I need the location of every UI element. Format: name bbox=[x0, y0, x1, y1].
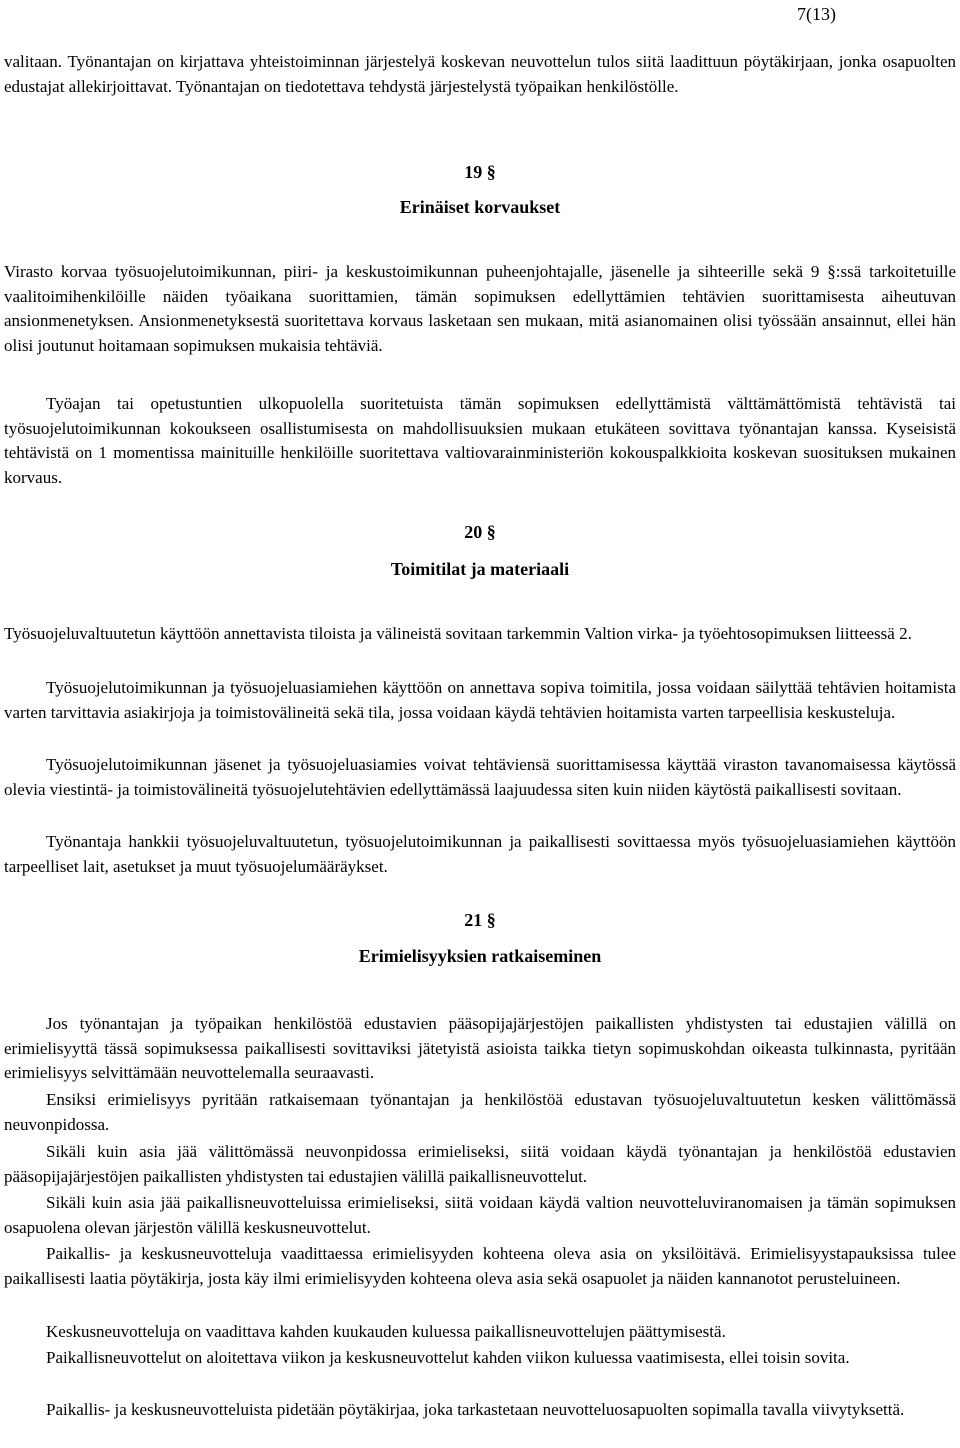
section-21-number: 21 § bbox=[464, 910, 496, 930]
section-20-title: Toimitilat ja materiaali bbox=[390, 559, 570, 579]
section-21-paragraph-5: Paikallis- ja keskusneuvotteluja vaadittaessa erimielisyyden kohteena oleva asia on yksilöitävä. Erimielisyystapauksissa tulee paikallisesti laatia pöytäkirja, josta käy ilmi erimielisyyden kohteena oleva asia sekä osapuolet ja näiden kannanotot perusteluineen. bbox=[4, 1244, 956, 1288]
intro-paragraph: valitaan. Työnantajan on kirjattava yhteistoiminnan järjestelyä koskevan neuvottelun tulos siitä laadittuun pöytäkirjaan, jonka osapuolten edustajat allekirjoittavat. Työnantajan on tiedotettava tehdystä järjestelystä työpaikan henkilöstölle. bbox=[4, 52, 956, 96]
section-20-paragraph-3: Työsuojelutoimikunnan jäsenet ja työsuojeluasiamies voivat tehtäviensä suorittamisessa käyttää viraston tavanomaisessa käytössä olevia viestintä- ja toimistovälineitä työsuojelutehtävien edellyttämässä laajuudessa siten kuin niiden käytöstä paikallisesti sovitaan. bbox=[4, 755, 956, 799]
section-20-paragraph-2: Työsuojelutoimikunnan ja työsuojeluasiamiehen käyttöön on annettava sopiva toimitila, jossa voidaan säilyttää tehtävien hoitamista varten tarvittavia asiakirjoja ja toimistovälineitä sekä tila, jossa voidaan käydä tehtävien hoitamista varten tarpeellisia keskusteluja. bbox=[4, 678, 956, 722]
section-19-number: 19 § bbox=[464, 162, 496, 182]
document-page bbox=[4, 0, 956, 1448]
section-20-paragraph-1: Työsuojeluvaltuutetun käyttöön annettavista tiloista ja välineistä sovitaan tarkemmin Valtion virka- ja työehtosopimuksen liitteessä 2. bbox=[4, 624, 912, 643]
section-20-paragraph-4: Työnantaja hankkii työsuojeluvaltuutetun, työsuojelutoimikunnan ja paikallisesti sovittaessa myös työsuojeluasiamiehen käyttöön tarpeelliset lait, asetukset ja muut työsuojelumääräykset. bbox=[4, 832, 956, 876]
section-19-paragraph-2: Työajan tai opetustuntien ulkopuolella suoritetuista tämän sopimuksen edellyttämistä välttämättömistä tehtävistä tai työsuojelutoimikunnan kokoukseen osallistumisesta on mahdollisuuksien mukaan etukäteen sovittava työnantajan kanssa. Kyseisistä tehtävistä on 1 momentissa mainituille henkilöille suoritettava valtiovarainministeriön kokouspalkkioita koskevan suosituksen mukainen korvaus. bbox=[4, 394, 956, 487]
section-19-title: Erinäiset korvaukset bbox=[399, 197, 561, 217]
section-21-paragraph-4: Sikäli kuin asia jää paikallisneuvotteluissa erimieliseksi, siitä voidaan käydä valtion neuvotteluviranomaisen ja tämän sopimuksen osapuolena olevan järjestön välillä keskusneuvottelut. bbox=[4, 1193, 956, 1237]
section-21-paragraph-2: Ensiksi erimielisyys pyritään ratkaisemaan työnantajan ja henkilöstöä edustavan työsuojeluvaltuutetun kesken välittömässä neuvonpidossa. bbox=[4, 1090, 956, 1134]
section-21-title: Erimielisyyksien ratkaiseminen bbox=[358, 946, 602, 966]
section-21-paragraph-8: Paikallis- ja keskusneuvotteluista pidetään pöytäkirjaa, joka tarkastetaan neuvotteluosapuolten sopimalla tavalla viivytyksettä. bbox=[46, 1400, 905, 1419]
section-21-paragraph-6: Keskusneuvotteluja on vaadittava kahden kuukauden kuluessa paikallisneuvottelujen päättymisestä. bbox=[46, 1322, 726, 1341]
section-21-paragraph-7: Paikallisneuvottelut on aloitettava viikon ja keskusneuvottelut kahden viikon kuluessa vaatimisesta, ellei toisin sovita. bbox=[46, 1348, 850, 1367]
section-21-paragraph-1: Jos työnantajan ja työpaikan henkilöstöä edustavien pääsopijajärjestöjen paikallisten yhdistysten tai edustajien välillä on erimielisyyttä tässä sopimuksessa paikallisesti sovittaviksi jätetyistä asioista taikka tietyn sopimuskohdan oikeasta tulkinnasta, pyritään erimielisyys selvittämään neuvottelemalla seuraavasti. bbox=[4, 1014, 956, 1082]
section-19-paragraph-1: Virasto korvaa työsuojelutoimikunnan, piiri- ja keskustoimikunnan puheenjohtajalle, jäsenelle ja sihteerille sekä 9 §:ssä tarkoitetuille vaalitoimihenkilöille näiden työaikana suorittamien, tämän sopimuksen edellyttämien tehtävien suorittamisesta aiheutuvan ansionmenetyksen. Ansionmenetyksestä suoritettava korvaus lasketaan sen mukaan, mitä asianomainen olisi työssään ansainnut, ellei hän olisi joutunut hoitamaan sopimuksen mukaisia tehtäviä. bbox=[4, 262, 956, 355]
section-20-number: 20 § bbox=[464, 522, 496, 542]
page-number: 7(13) bbox=[797, 4, 836, 24]
section-21-paragraph-3: Sikäli kuin asia jää välittömässä neuvonpidossa erimieliseksi, siitä voidaan käydä työnantajan ja henkilöstöä edustavien pääsopijajärjestöjen paikallisten yhdistysten tai edustajien välillä paikallisneuvottelut. bbox=[4, 1142, 956, 1186]
